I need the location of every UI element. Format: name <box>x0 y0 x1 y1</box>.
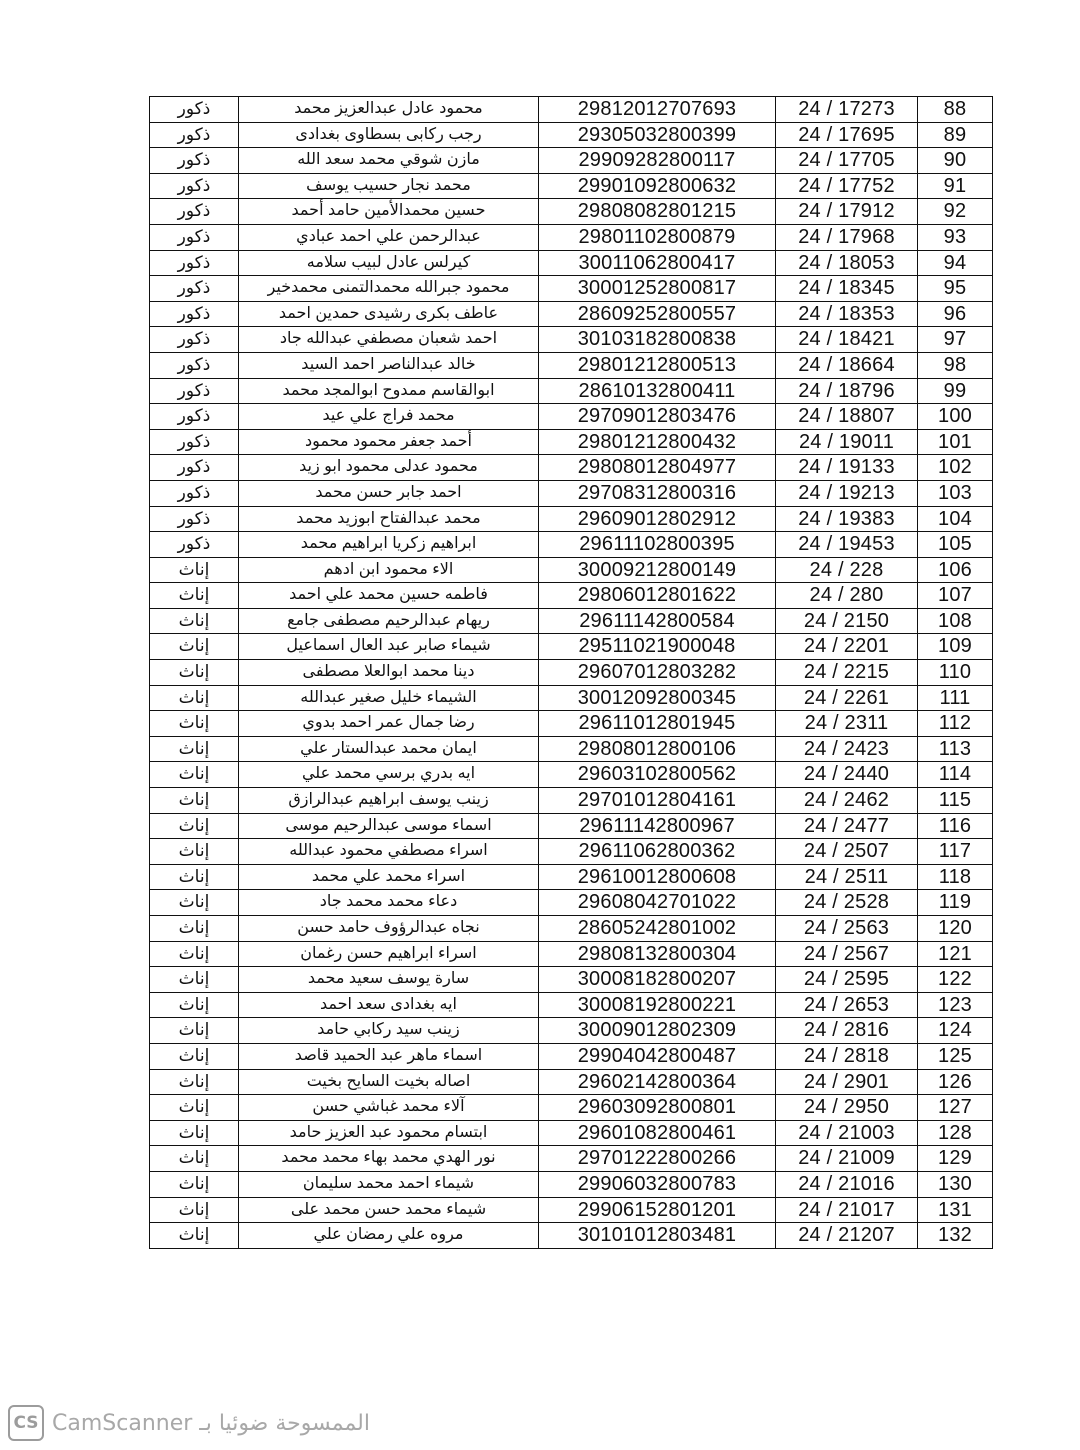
gender-cell: ذكور <box>150 250 239 276</box>
national-id-cell: 30009212800149 <box>539 557 776 583</box>
serial-number-cell: 96 <box>918 301 993 327</box>
gender-cell: إناث <box>150 608 239 634</box>
national-id-cell: 29610012800608 <box>539 864 776 890</box>
code-cell: 24 / 2261 <box>776 685 918 711</box>
serial-number-cell: 132 <box>918 1223 993 1249</box>
gender-cell: إناث <box>150 711 239 737</box>
national-id-cell: 29305032800399 <box>539 122 776 148</box>
national-id-cell: 29904042800487 <box>539 1043 776 1069</box>
code-cell: 24 / 18421 <box>776 327 918 353</box>
name-cell: رجب ركابى بسطاوى بغدادى <box>239 122 539 148</box>
code-cell: 24 / 19213 <box>776 480 918 506</box>
code-cell: 24 / 2901 <box>776 1069 918 1095</box>
code-cell: 24 / 2150 <box>776 608 918 634</box>
serial-number-cell: 115 <box>918 788 993 814</box>
serial-number-cell: 98 <box>918 352 993 378</box>
table-row <box>150 583 993 609</box>
gender-cell: ذكور <box>150 276 239 302</box>
code-cell: 24 / 2511 <box>776 864 918 890</box>
national-id-cell: 29609012802912 <box>539 506 776 532</box>
code-cell: 24 / 2567 <box>776 941 918 967</box>
name-cell: محمود عادل عبدالعزيز محمد <box>239 97 539 123</box>
national-id-cell: 29906152801201 <box>539 1197 776 1223</box>
national-id-cell: 29909282800117 <box>539 148 776 174</box>
table-row <box>150 1018 993 1044</box>
code-cell: 24 / 2950 <box>776 1095 918 1121</box>
table-row <box>150 1197 993 1223</box>
name-cell: نجاه عبدالرؤوف حامد حسن <box>239 916 539 942</box>
code-cell: 24 / 21003 <box>776 1120 918 1146</box>
table-row <box>150 429 993 455</box>
gender-cell: ذكور <box>150 122 239 148</box>
gender-cell: ذكور <box>150 429 239 455</box>
gender-cell: إناث <box>150 916 239 942</box>
serial-number-cell: 118 <box>918 864 993 890</box>
name-cell: اسراء مصطفي محمود عبدالله <box>239 839 539 865</box>
serial-number-cell: 91 <box>918 173 993 199</box>
table-row <box>150 480 993 506</box>
table-row <box>150 839 993 865</box>
name-cell: فاطمه حسين محمد علي احمد <box>239 583 539 609</box>
table-row <box>150 711 993 737</box>
serial-number-cell: 93 <box>918 224 993 250</box>
gender-cell: ذكور <box>150 532 239 558</box>
name-cell: محمد نجار حسيب يوسف <box>239 173 539 199</box>
gender-cell: إناث <box>150 762 239 788</box>
name-cell: ايه بغدادى سعد احمد <box>239 992 539 1018</box>
national-id-cell: 29906032800783 <box>539 1171 776 1197</box>
code-cell: 24 / 2563 <box>776 916 918 942</box>
national-id-cell: 30009012802309 <box>539 1018 776 1044</box>
gender-cell: إناث <box>150 1146 239 1172</box>
gender-cell: ذكور <box>150 480 239 506</box>
code-cell: 24 / 19453 <box>776 532 918 558</box>
table-row <box>150 97 993 123</box>
table-row <box>150 660 993 686</box>
national-id-cell: 30101012803481 <box>539 1223 776 1249</box>
gender-cell: ذكور <box>150 173 239 199</box>
serial-number-cell: 102 <box>918 455 993 481</box>
serial-number-cell: 101 <box>918 429 993 455</box>
national-id-cell: 29801102800879 <box>539 224 776 250</box>
gender-cell: ذكور <box>150 224 239 250</box>
national-id-cell: 30008192800221 <box>539 992 776 1018</box>
table-row <box>150 404 993 430</box>
gender-cell: ذكور <box>150 301 239 327</box>
table-row <box>150 736 993 762</box>
serial-number-cell: 103 <box>918 480 993 506</box>
gender-cell: ذكور <box>150 327 239 353</box>
serial-number-cell: 122 <box>918 967 993 993</box>
gender-cell: إناث <box>150 685 239 711</box>
name-cell: محمود جبرالله محمدالتمنى محمدخير <box>239 276 539 302</box>
serial-number-cell: 126 <box>918 1069 993 1095</box>
name-cell: آلاء محمد غباشي حسن <box>239 1095 539 1121</box>
code-cell: 24 / 2818 <box>776 1043 918 1069</box>
national-id-cell: 29701222800266 <box>539 1146 776 1172</box>
name-cell: ابتسام محمود عبد العزيز حامد <box>239 1120 539 1146</box>
name-cell: اسراء محمد علي محمد <box>239 864 539 890</box>
name-cell: اصاله بخيت السايح بخيت <box>239 1069 539 1095</box>
national-id-cell: 29901092800632 <box>539 173 776 199</box>
table-row <box>150 1171 993 1197</box>
name-cell: الاء محمود ابن ادهم <box>239 557 539 583</box>
table-row <box>150 199 993 225</box>
code-cell: 24 / 18664 <box>776 352 918 378</box>
gender-cell: إناث <box>150 864 239 890</box>
gender-cell: ذكور <box>150 352 239 378</box>
name-cell: شيماء محمد حسن محمد على <box>239 1197 539 1223</box>
table-row <box>150 813 993 839</box>
code-cell: 24 / 2816 <box>776 1018 918 1044</box>
serial-number-cell: 120 <box>918 916 993 942</box>
name-cell: نور الهدي محمد بهاء محمد محمد <box>239 1146 539 1172</box>
table-row <box>150 1043 993 1069</box>
gender-cell: إناث <box>150 941 239 967</box>
name-cell: مازن شوقي محمد سعد الله <box>239 148 539 174</box>
code-cell: 24 / 2653 <box>776 992 918 1018</box>
name-cell: احمد جابر حسن محمد <box>239 480 539 506</box>
code-cell: 24 / 280 <box>776 583 918 609</box>
national-id-cell: 29806012801622 <box>539 583 776 609</box>
camscanner-logo-icon: CS <box>8 1405 44 1441</box>
camscanner-watermark <box>8 1404 370 1442</box>
national-id-cell: 29808132800304 <box>539 941 776 967</box>
serial-number-cell: 130 <box>918 1171 993 1197</box>
table-row <box>150 532 993 558</box>
serial-number-cell: 106 <box>918 557 993 583</box>
gender-cell: إناث <box>150 1069 239 1095</box>
table-row <box>150 352 993 378</box>
national-id-cell: 30012092800345 <box>539 685 776 711</box>
gender-cell: إناث <box>150 890 239 916</box>
national-id-cell: 29611142800584 <box>539 608 776 634</box>
table-row <box>150 1095 993 1121</box>
national-id-cell: 29601082800461 <box>539 1120 776 1146</box>
name-cell: ريهام عبدالرحيم مصطفى جامع <box>239 608 539 634</box>
gender-cell: ذكور <box>150 455 239 481</box>
code-cell: 24 / 2477 <box>776 813 918 839</box>
gender-cell: إناث <box>150 660 239 686</box>
code-cell: 24 / 2215 <box>776 660 918 686</box>
table-row <box>150 941 993 967</box>
gender-cell: إناث <box>150 1223 239 1249</box>
code-cell: 24 / 2595 <box>776 967 918 993</box>
table-row <box>150 1120 993 1146</box>
name-cell: اسماء موسى عبدالرحيم موسى <box>239 813 539 839</box>
name-cell: اسماء ماهر عبد الحميد قاصد <box>239 1043 539 1069</box>
table-row <box>150 634 993 660</box>
table-row <box>150 788 993 814</box>
table-row <box>150 122 993 148</box>
table-row <box>150 327 993 353</box>
gender-cell: ذكور <box>150 97 239 123</box>
serial-number-cell: 129 <box>918 1146 993 1172</box>
records-table <box>149 96 993 1249</box>
code-cell: 24 / 2201 <box>776 634 918 660</box>
code-cell: 24 / 18353 <box>776 301 918 327</box>
serial-number-cell: 112 <box>918 711 993 737</box>
serial-number-cell: 95 <box>918 276 993 302</box>
serial-number-cell: 119 <box>918 890 993 916</box>
gender-cell: إناث <box>150 813 239 839</box>
table-row <box>150 1146 993 1172</box>
table-row <box>150 224 993 250</box>
table-row <box>150 762 993 788</box>
table-row <box>150 250 993 276</box>
serial-number-cell: 89 <box>918 122 993 148</box>
serial-number-cell: 107 <box>918 583 993 609</box>
national-id-cell: 28605242801002 <box>539 916 776 942</box>
gender-cell: ذكور <box>150 506 239 532</box>
name-cell: محمود عدلى محمود ابو زيد <box>239 455 539 481</box>
code-cell: 24 / 17912 <box>776 199 918 225</box>
national-id-cell: 29801212800432 <box>539 429 776 455</box>
national-id-cell: 30001252800817 <box>539 276 776 302</box>
code-cell: 24 / 17968 <box>776 224 918 250</box>
gender-cell: ذكور <box>150 148 239 174</box>
gender-cell: إناث <box>150 839 239 865</box>
name-cell: زينب سيد ركابي حامد <box>239 1018 539 1044</box>
national-id-cell: 29808012804977 <box>539 455 776 481</box>
code-cell: 24 / 17273 <box>776 97 918 123</box>
table-row <box>150 276 993 302</box>
code-cell: 24 / 21207 <box>776 1223 918 1249</box>
table-row <box>150 685 993 711</box>
gender-cell: إناث <box>150 1043 239 1069</box>
code-cell: 24 / 21009 <box>776 1146 918 1172</box>
serial-number-cell: 105 <box>918 532 993 558</box>
gender-cell: إناث <box>150 1018 239 1044</box>
serial-number-cell: 131 <box>918 1197 993 1223</box>
name-cell: ابراهيم زكريا ابراهيم محمد <box>239 532 539 558</box>
national-id-cell: 29708312800316 <box>539 480 776 506</box>
name-cell: احمد شعبان مصطفي عبدالله جاد <box>239 327 539 353</box>
code-cell: 24 / 2440 <box>776 762 918 788</box>
gender-cell: إناث <box>150 1120 239 1146</box>
serial-number-cell: 114 <box>918 762 993 788</box>
serial-number-cell: 108 <box>918 608 993 634</box>
table-row <box>150 1069 993 1095</box>
table-row <box>150 916 993 942</box>
serial-number-cell: 123 <box>918 992 993 1018</box>
national-id-cell: 30011062800417 <box>539 250 776 276</box>
gender-cell: إناث <box>150 634 239 660</box>
gender-cell: إناث <box>150 1171 239 1197</box>
code-cell: 24 / 2507 <box>776 839 918 865</box>
serial-number-cell: 128 <box>918 1120 993 1146</box>
national-id-cell: 29608042701022 <box>539 890 776 916</box>
gender-cell: إناث <box>150 736 239 762</box>
serial-number-cell: 109 <box>918 634 993 660</box>
code-cell: 24 / 19133 <box>776 455 918 481</box>
table-row <box>150 608 993 634</box>
name-cell: سارة يوسف سعيد محمد <box>239 967 539 993</box>
gender-cell: ذكور <box>150 378 239 404</box>
code-cell: 24 / 2462 <box>776 788 918 814</box>
code-cell: 24 / 228 <box>776 557 918 583</box>
national-id-cell: 29808012800106 <box>539 736 776 762</box>
national-id-cell: 29603092800801 <box>539 1095 776 1121</box>
table-row <box>150 378 993 404</box>
code-cell: 24 / 2311 <box>776 711 918 737</box>
name-cell: عبدالرحمن علي احمد عبادي <box>239 224 539 250</box>
serial-number-cell: 113 <box>918 736 993 762</box>
camscanner-caption: الممسوحة ضوئيا بـ CamScanner <box>52 1410 370 1436</box>
name-cell: حسين محمدالأمين حامد أحمد <box>239 199 539 225</box>
national-id-cell: 29603102800562 <box>539 762 776 788</box>
name-cell: محمد فراج علي عيد <box>239 404 539 430</box>
gender-cell: إناث <box>150 967 239 993</box>
table-row <box>150 557 993 583</box>
code-cell: 24 / 21016 <box>776 1171 918 1197</box>
name-cell: دعاء محمد محمد جاد <box>239 890 539 916</box>
serial-number-cell: 88 <box>918 97 993 123</box>
table-row <box>150 455 993 481</box>
code-cell: 24 / 18053 <box>776 250 918 276</box>
serial-number-cell: 111 <box>918 685 993 711</box>
national-id-cell: 29611142800967 <box>539 813 776 839</box>
code-cell: 24 / 2528 <box>776 890 918 916</box>
code-cell: 24 / 18345 <box>776 276 918 302</box>
serial-number-cell: 117 <box>918 839 993 865</box>
serial-number-cell: 110 <box>918 660 993 686</box>
table-row <box>150 1223 993 1249</box>
serial-number-cell: 116 <box>918 813 993 839</box>
gender-cell: إناث <box>150 557 239 583</box>
serial-number-cell: 124 <box>918 1018 993 1044</box>
serial-number-cell: 100 <box>918 404 993 430</box>
table-row <box>150 148 993 174</box>
table-row <box>150 301 993 327</box>
gender-cell: ذكور <box>150 199 239 225</box>
national-id-cell: 29607012803282 <box>539 660 776 686</box>
code-cell: 24 / 2423 <box>776 736 918 762</box>
gender-cell: إناث <box>150 992 239 1018</box>
code-cell: 24 / 17752 <box>776 173 918 199</box>
serial-number-cell: 90 <box>918 148 993 174</box>
table-row <box>150 967 993 993</box>
gender-cell: إناث <box>150 788 239 814</box>
name-cell: رضا جمال عمر احمد بدوي <box>239 711 539 737</box>
serial-number-cell: 127 <box>918 1095 993 1121</box>
national-id-cell: 29611102800395 <box>539 532 776 558</box>
code-cell: 24 / 18796 <box>776 378 918 404</box>
serial-number-cell: 92 <box>918 199 993 225</box>
name-cell: خالد عبدالناصر احمد السيد <box>239 352 539 378</box>
national-id-cell: 29801212800513 <box>539 352 776 378</box>
name-cell: زينب يوسف ابراهيم عبدالرازق <box>239 788 539 814</box>
name-cell: محمد عبدالفتاح ابوزيد محمد <box>239 506 539 532</box>
serial-number-cell: 97 <box>918 327 993 353</box>
code-cell: 24 / 19011 <box>776 429 918 455</box>
national-id-cell: 29812012707693 <box>539 97 776 123</box>
records-table-body <box>150 97 993 1249</box>
national-id-cell: 30008182800207 <box>539 967 776 993</box>
national-id-cell: 29611062800362 <box>539 839 776 865</box>
table-row <box>150 992 993 1018</box>
name-cell: ابوالقاسم ممدوح ابوالمجد محمد <box>239 378 539 404</box>
serial-number-cell: 104 <box>918 506 993 532</box>
gender-cell: إناث <box>150 1197 239 1223</box>
national-id-cell: 29602142800364 <box>539 1069 776 1095</box>
code-cell: 24 / 21017 <box>776 1197 918 1223</box>
serial-number-cell: 125 <box>918 1043 993 1069</box>
name-cell: مروه علي رمضان علي <box>239 1223 539 1249</box>
code-cell: 24 / 17695 <box>776 122 918 148</box>
table-row <box>150 173 993 199</box>
name-cell: شيماء احمد محمد سليمان <box>239 1171 539 1197</box>
table-row <box>150 864 993 890</box>
serial-number-cell: 99 <box>918 378 993 404</box>
national-id-cell: 29701012804161 <box>539 788 776 814</box>
national-id-cell: 29808082801215 <box>539 199 776 225</box>
national-id-cell: 30103182800838 <box>539 327 776 353</box>
table-row <box>150 506 993 532</box>
national-id-cell: 29611012801945 <box>539 711 776 737</box>
name-cell: اسراء ابراهيم حسن رغمان <box>239 941 539 967</box>
code-cell: 24 / 17705 <box>776 148 918 174</box>
gender-cell: ذكور <box>150 404 239 430</box>
name-cell: ايه بدري برسي محمد علي <box>239 762 539 788</box>
name-cell: أحمد جعفر محمود محمود <box>239 429 539 455</box>
national-id-cell: 28610132800411 <box>539 378 776 404</box>
name-cell: كيرلس عادل لبيب سلامه <box>239 250 539 276</box>
gender-cell: إناث <box>150 1095 239 1121</box>
national-id-cell: 29511021900048 <box>539 634 776 660</box>
name-cell: الشيماء خليل صغير عبدالله <box>239 685 539 711</box>
name-cell: ايمان محمد عبدالستار علي <box>239 736 539 762</box>
national-id-cell: 29709012803476 <box>539 404 776 430</box>
code-cell: 24 / 18807 <box>776 404 918 430</box>
serial-number-cell: 121 <box>918 941 993 967</box>
table-row <box>150 890 993 916</box>
code-cell: 24 / 19383 <box>776 506 918 532</box>
serial-number-cell: 94 <box>918 250 993 276</box>
name-cell: شيماء صابر عبد العال اسماعيل <box>239 634 539 660</box>
national-id-cell: 28609252800557 <box>539 301 776 327</box>
name-cell: دينا محمد ابوالعلا مصطفى <box>239 660 539 686</box>
name-cell: عاطف بكرى رشيدى حمدين احمد <box>239 301 539 327</box>
gender-cell: إناث <box>150 583 239 609</box>
